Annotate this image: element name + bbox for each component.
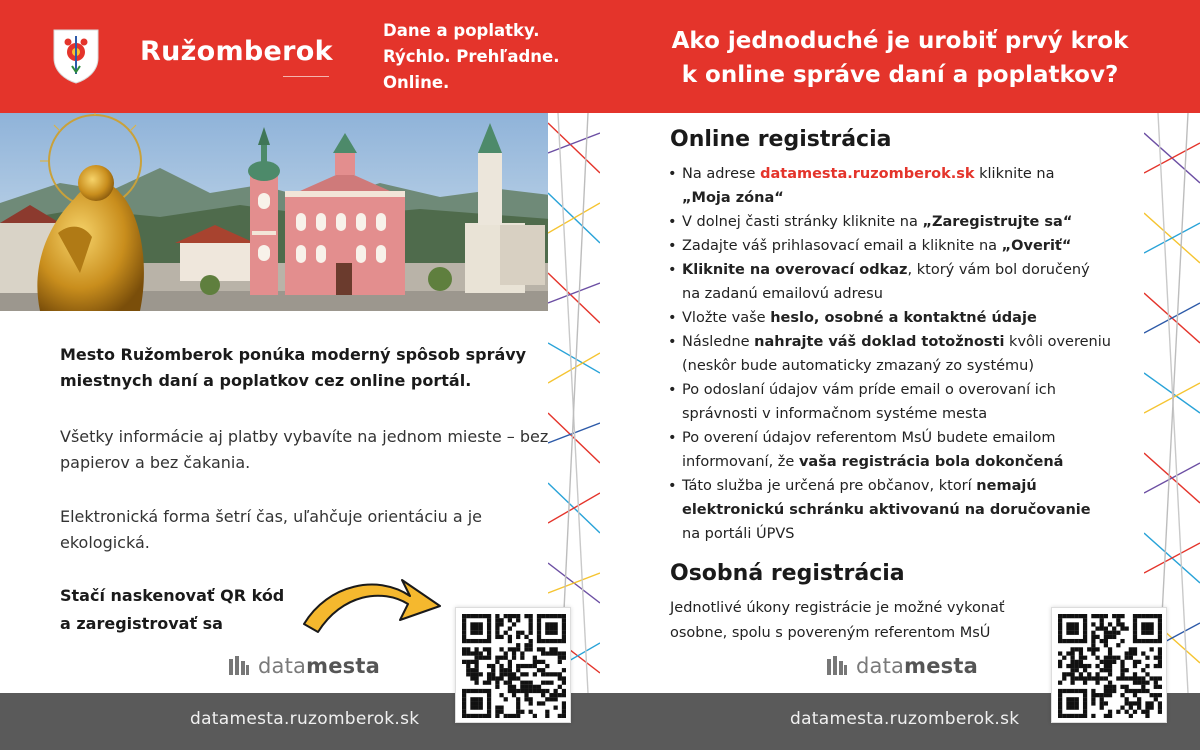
registration-step — [668, 378, 1138, 426]
decorative-lines-right — [1144, 113, 1200, 693]
intro-paragraph-1: Všetky informácie aj platby vybavíte na jednom mieste – bez papierov a bez čakania. — [60, 427, 549, 472]
headline-line: k online správe daní a poplatkov? — [681, 62, 1119, 88]
step-text: kvôli overeniu — [1004, 334, 1111, 350]
logo-bold-part: mesta — [904, 654, 978, 678]
step-text: Zadajte váš prihlasovací email a kliknite na — [682, 238, 1002, 254]
step-text: Po odoslaní údajov vám príde email o overovaní ich — [682, 382, 1056, 398]
city-name: Ružomberok — [140, 36, 333, 67]
intro-paragraph-2: Elektronická forma šetrí čas, uľahčuje orientáciu a je ekologická. — [60, 507, 482, 552]
step-line — [682, 498, 1138, 522]
registration-step — [668, 210, 1138, 234]
datamesta-logo — [826, 654, 978, 678]
step-text: informovaní, že — [682, 454, 799, 470]
bullet-icon: • — [668, 430, 677, 446]
logo-light-part: data — [856, 654, 905, 678]
bullet-icon: • — [668, 310, 677, 326]
bullet-icon: • — [668, 166, 677, 182]
personal-registration-line: osobne, spolu s povereným referentom MsÚ — [670, 625, 991, 641]
qr-code-icon — [462, 614, 566, 718]
step-text: Táto služba je určená pre občanov, ktorí — [682, 478, 977, 494]
tagline — [383, 18, 559, 96]
datamesta-logo-text — [258, 654, 380, 678]
step-text: heslo, osobné a kontaktné údaje — [770, 310, 1037, 326]
step-text: „Moja zóna“ — [682, 190, 784, 206]
qr-code-icon — [1058, 614, 1162, 718]
qr-code-right[interactable] — [1051, 607, 1167, 723]
step-text: Kliknite na overovací odkaz — [682, 262, 908, 278]
logo-light-part: data — [258, 654, 307, 678]
registration-step — [668, 330, 1138, 378]
registration-step — [668, 258, 1138, 306]
bullet-icon: • — [668, 262, 677, 278]
step-line — [682, 474, 1138, 498]
step-text: Vložte vaše — [682, 310, 771, 326]
decorative-lines-pattern — [548, 113, 600, 693]
step-text: Na adrese — [682, 166, 761, 182]
qr-call-to-action — [60, 582, 310, 638]
footer-url-left[interactable]: datamesta.ruzomberok.sk — [190, 709, 420, 729]
datamesta-logo-icon — [228, 655, 250, 677]
personal-registration-text — [670, 596, 1050, 646]
step-text: „Zaregistrujte sa“ — [922, 214, 1073, 230]
online-registration-title: Online registrácia — [670, 127, 892, 152]
bullet-icon: • — [668, 214, 677, 230]
page-headline — [640, 24, 1160, 92]
step-line — [682, 210, 1138, 234]
decorative-lines-pattern — [1144, 113, 1200, 693]
datamesta-logo-icon — [826, 655, 848, 677]
step-line — [682, 354, 1138, 378]
town-hall-photo — [0, 113, 550, 311]
cta-line: a zaregistrovať sa — [60, 614, 223, 633]
step-line — [682, 378, 1138, 402]
step-text: správnosti v informačnom systéme mesta — [682, 406, 988, 422]
step-line — [682, 162, 1138, 186]
tagline-line: Rýchlo. Prehľadne. — [383, 47, 560, 66]
city-crest-icon — [52, 28, 100, 84]
footer-url-right[interactable]: datamesta.ruzomberok.sk — [790, 709, 1020, 729]
step-text: na zadanú emailovú adresu — [682, 286, 883, 302]
step-line — [682, 306, 1138, 330]
header-bar — [0, 0, 1200, 113]
step-text: nemajú — [976, 478, 1037, 494]
step-line — [682, 234, 1138, 258]
step-text: Následne — [682, 334, 755, 350]
step-text: , ktorý vám bol doručený — [907, 262, 1090, 278]
step-text: „Overiť“ — [1001, 238, 1072, 254]
tagline-line: Dane a poplatky. — [383, 21, 540, 40]
registration-step — [668, 426, 1138, 474]
step-text: Po overení údajov referentom MsÚ budete emailom — [682, 430, 1056, 446]
qr-code-left[interactable] — [455, 607, 571, 723]
step-text: V dolnej časti stránky kliknite na — [682, 214, 923, 230]
step-text: nahrajte váš doklad totožnosti — [754, 334, 1005, 350]
datamesta-logo-text — [856, 654, 978, 678]
bullet-icon: • — [668, 382, 677, 398]
step-line — [682, 330, 1138, 354]
step-line — [682, 186, 1138, 210]
footer-bar — [0, 693, 1200, 750]
curved-arrow-icon — [298, 570, 446, 636]
registration-step — [668, 162, 1138, 210]
bullet-icon: • — [668, 238, 677, 254]
city-name-underline — [283, 76, 329, 77]
step-line — [682, 258, 1138, 282]
cta-line: Stačí naskenovať QR kód — [60, 586, 285, 605]
step-line — [682, 450, 1138, 474]
registration-step — [668, 306, 1138, 330]
step-line — [682, 282, 1138, 306]
logo-bold-part: mesta — [306, 654, 380, 678]
bullet-icon: • — [668, 334, 677, 350]
decorative-lines-left — [548, 113, 600, 693]
registration-step — [668, 474, 1138, 546]
datamesta-logo — [228, 654, 380, 678]
headline-line: Ako jednoduché je urobiť prvý krok — [671, 28, 1129, 54]
portal-link[interactable]: datamesta.ruzomberok.sk — [760, 166, 975, 182]
step-line — [682, 426, 1138, 450]
step-line — [682, 402, 1138, 426]
step-text: (neskôr bude automaticky zmazaný zo systému) — [682, 358, 1035, 374]
bullet-icon: • — [668, 478, 677, 494]
step-text: na portáli ÚPVS — [682, 526, 795, 542]
personal-registration-title: Osobná registrácia — [670, 561, 905, 586]
personal-registration-line: Jednotlivé úkony registrácie je možné vykonať — [670, 600, 1005, 616]
step-text: kliknite na — [974, 166, 1055, 182]
registration-step — [668, 234, 1138, 258]
step-text: vaša registrácia bola dokončená — [798, 454, 1064, 470]
tagline-line: Online. — [383, 73, 450, 92]
step-line — [682, 522, 1138, 546]
intro-lead-text: Mesto Ružomberok ponúka moderný spôsob správy miestnych daní a poplatkov cez online portál. — [60, 345, 527, 390]
town-hall-illustration — [0, 113, 550, 311]
online-registration-steps — [668, 162, 1138, 546]
step-text: elektronickú schránku aktivovanú na doručovanie — [682, 502, 1091, 518]
